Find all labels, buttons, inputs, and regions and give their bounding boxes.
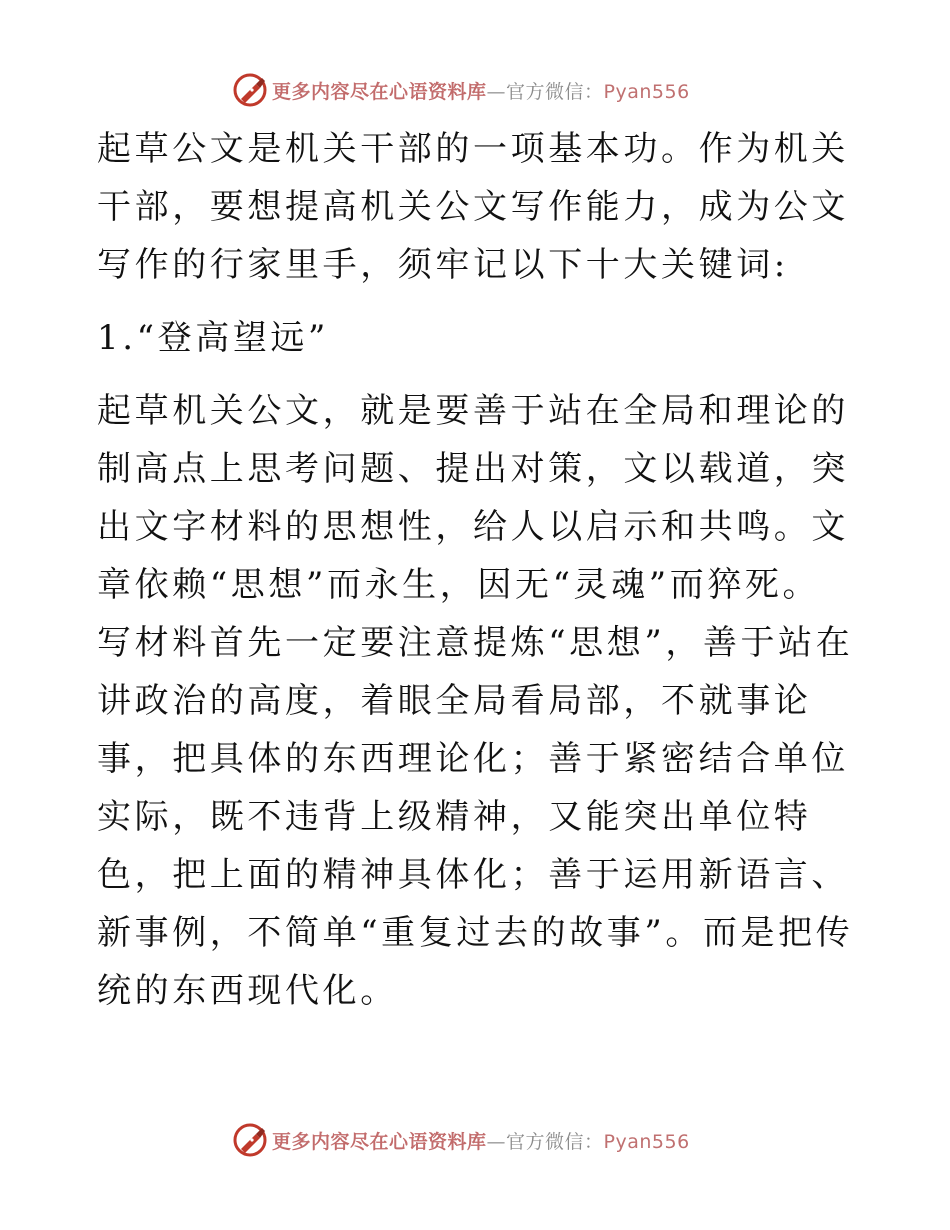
banner-separator: — <box>486 1130 507 1153</box>
promo-text: 更多内容尽在心语资料库 <box>272 80 487 103</box>
banner-text <box>272 77 690 104</box>
section-heading: 1.“登高望远” <box>97 318 330 358</box>
wechat-id: Pyan556 <box>603 1130 690 1153</box>
header-banner <box>232 70 690 110</box>
wechat-label: 官方微信： <box>506 1130 604 1153</box>
intro-paragraph: 起草公文是机关干部的一项基本功。作为机关干部，要想提高机关公文写作能力，成为公文写作的行家里手，须牢记以下十大关键词: <box>97 129 849 285</box>
banner-text <box>272 1127 690 1154</box>
banner-separator: — <box>486 80 507 103</box>
wechat-label: 官方微信： <box>506 80 604 103</box>
wechat-id: Pyan556 <box>603 80 690 103</box>
pen-nib-logo-icon <box>232 72 268 108</box>
pen-nib-logo-icon <box>232 1122 268 1158</box>
body-paragraph: 起草机关公文，就是要善于站在全局和理论的制高点上思考问题、提出对策，文以载道，突出文字材料的思想性，给人以启示和共鸣。文章依赖“思想”而永生，因无“灵魂”而猝死。写材料首先一定要注意提炼“思想”，善于站在讲政治的高度，着眼全局看局部，不就事论事，把具体的东西理论化；善于紧密结合单位实际，既不违背上级精神，又能突出单位特色，把上面的精神具体化；善于运用新语言、新事例，不简单“重复过去的故事”。而是把传统的东西现代化。 <box>97 391 854 1011</box>
footer-banner <box>232 1120 690 1160</box>
promo-text: 更多内容尽在心语资料库 <box>272 1130 487 1153</box>
